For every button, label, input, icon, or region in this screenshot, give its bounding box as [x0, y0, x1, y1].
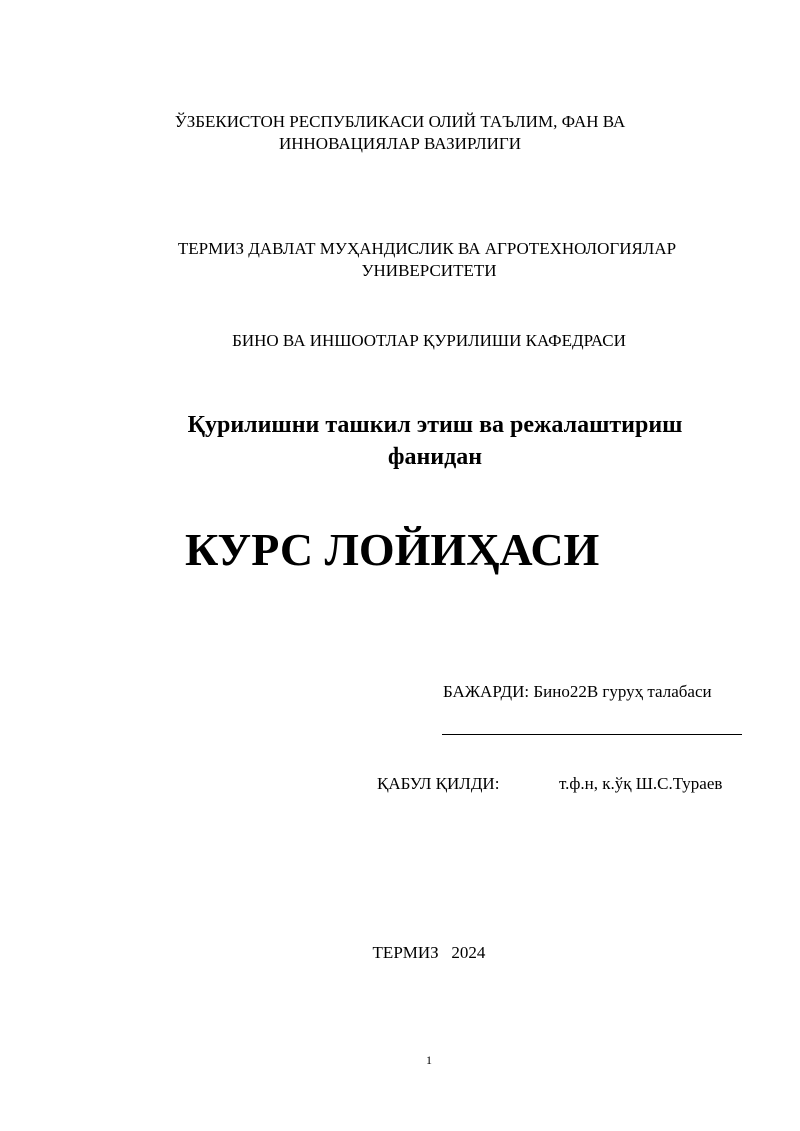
city-year: ТЕРМИЗ 2024 — [372, 943, 486, 962]
performer-label: БАЖАРДИ: — [443, 682, 530, 701]
acceptor-label: ҚАБУЛ ҚИЛДИ: — [377, 774, 500, 793]
subject-line-2: фанидан — [387, 444, 483, 470]
document-title: КУРС ЛОЙИҲАСИ — [185, 524, 600, 575]
subject-line-1: Қурилишни ташкил этиш ва режалаштириш — [187, 412, 683, 438]
signature-line — [442, 734, 742, 735]
performer-value: Бино22В гуруҳ талабаси — [533, 682, 712, 701]
department-name: БИНО ВА ИНШООТЛАР ҚУРИЛИШИ КАФЕДРАСИ — [232, 331, 626, 350]
page-number: 1 — [426, 1053, 432, 1067]
university-line-2: УНИВЕРСИТЕТИ — [361, 261, 497, 280]
acceptor-value: т.ф.н, к.ўқ Ш.С.Тураев — [559, 774, 723, 793]
ministry-line-2: ИННОВАЦИЯЛАР ВАЗИРЛИГИ — [278, 134, 522, 153]
ministry-line-1: ЎЗБЕКИСТОН РЕСПУБЛИКАСИ ОЛИЙ ТАЪЛИМ, ФАН ВА — [174, 112, 626, 131]
performer-row — [443, 680, 712, 704]
university-line-1: ТЕРМИЗ ДАВЛАТ МУҲАНДИСЛИК ВА АГРОТЕХНОЛОГИЯЛАР — [177, 239, 677, 258]
